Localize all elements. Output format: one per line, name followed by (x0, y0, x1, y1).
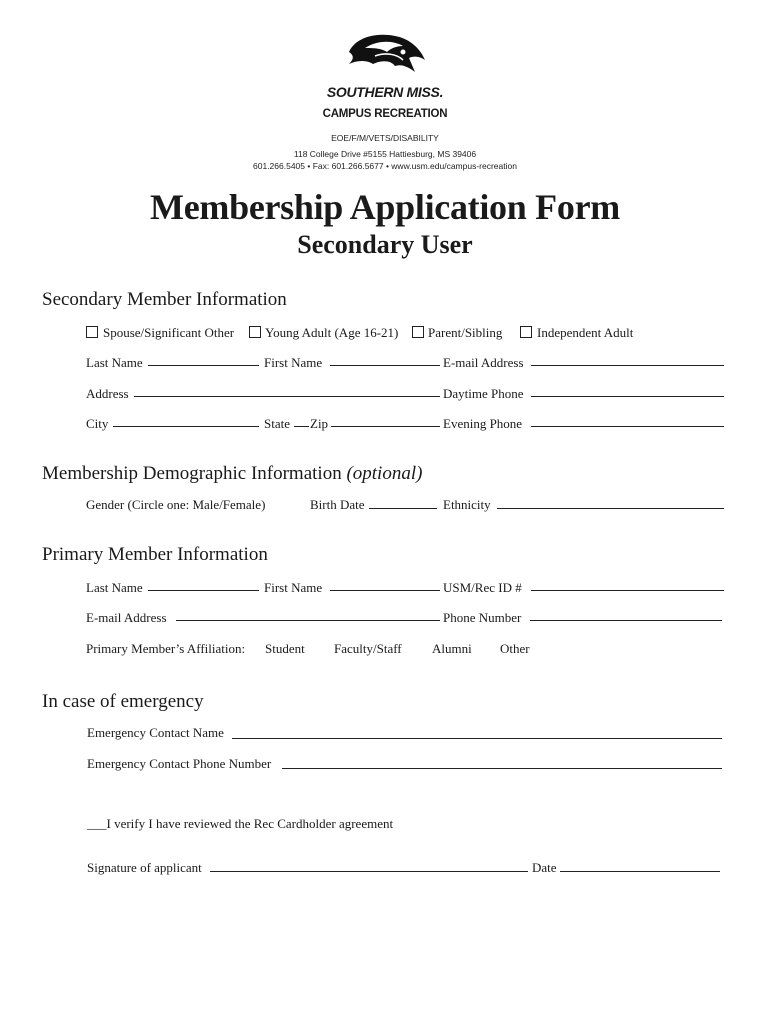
contact-line: 601.266.5405 • Fax: 601.266.5677 • www.usm.edu/campus-recreation (253, 161, 517, 171)
secondary-daytime-phone-label: Daytime Phone (443, 386, 524, 401)
primary-phone-label: Phone Number (443, 610, 522, 625)
optional-tag: (optional) (346, 463, 423, 484)
date-label: Date (532, 860, 557, 875)
signature-field[interactable] (210, 871, 528, 872)
secondary-last-name-label: Last Name (86, 355, 143, 370)
primary-last-name-label: Last Name (86, 580, 143, 595)
secondary-email-label: E-mail Address (443, 355, 524, 370)
secondary-address-field[interactable] (134, 396, 440, 397)
address-line: 118 College Drive #5155 Hattiesburg, MS 39406 (293, 149, 477, 159)
section-demographic-heading (42, 463, 422, 485)
secondary-first-name-label: First Name (264, 355, 323, 370)
ethnicity-field[interactable] (497, 508, 724, 509)
emergency-contact-phone-label: Emergency Contact Phone Number (87, 756, 272, 771)
secondary-address-label: Address (86, 386, 129, 401)
option-young-adult-label: Young Adult (Age 16-21) (265, 325, 399, 340)
affiliation-faculty-staff[interactable]: Faculty/Staff (334, 641, 402, 656)
option-parent-sibling-label: Parent/Sibling (428, 325, 503, 340)
secondary-zip-field[interactable] (331, 426, 440, 427)
secondary-last-name-field[interactable] (148, 365, 259, 366)
secondary-state-field[interactable] (294, 426, 309, 427)
secondary-zip-label: Zip (310, 416, 329, 431)
section-emergency-heading: In case of emergency (42, 691, 204, 712)
checkbox-parent-sibling[interactable] (412, 326, 424, 338)
checkbox-young-adult[interactable] (249, 326, 261, 338)
signature-label: Signature of applicant (87, 860, 202, 875)
secondary-evening-phone-field[interactable] (531, 426, 724, 427)
secondary-daytime-phone-field[interactable] (531, 396, 724, 397)
brand-subtitle: CAMPUS RECREATION (322, 108, 448, 120)
primary-email-label: E-mail Address (86, 610, 167, 625)
primary-usm-id-label: USM/Rec ID # (443, 580, 522, 595)
checkbox-spouse[interactable] (86, 326, 98, 338)
primary-usm-id-field[interactable] (531, 590, 724, 591)
secondary-city-field[interactable] (113, 426, 259, 427)
primary-phone-field[interactable] (530, 620, 722, 621)
date-field[interactable] (560, 871, 720, 872)
secondary-city-label: City (86, 416, 109, 431)
eoe-line: EOE/F/M/VETS/DISABILITY (331, 133, 439, 143)
affiliation-label: Primary Member’s Affiliation: (86, 641, 246, 656)
secondary-first-name-field[interactable] (330, 365, 440, 366)
emergency-contact-phone-field[interactable] (282, 768, 722, 769)
affiliation-other[interactable]: Other (500, 641, 530, 656)
option-independent-adult-label: Independent Adult (537, 325, 634, 340)
brand-name: SOUTHERN MISS. (326, 84, 444, 100)
checkbox-independent-adult[interactable] (520, 326, 532, 338)
birth-date-label: Birth Date (310, 497, 365, 512)
primary-email-field[interactable] (176, 620, 440, 621)
emergency-contact-name-field[interactable] (232, 738, 722, 739)
birth-date-field[interactable] (369, 508, 437, 509)
primary-last-name-field[interactable] (148, 590, 259, 591)
gender-label: Gender (Circle one: Male/Female) (86, 497, 266, 512)
page-subtitle: Secondary User (297, 230, 473, 259)
secondary-email-field[interactable] (531, 365, 724, 366)
secondary-evening-phone-label: Evening Phone (443, 416, 523, 431)
section-secondary-heading: Secondary Member Information (42, 289, 287, 310)
section-primary-heading: Primary Member Information (42, 544, 268, 565)
verify-agreement-text[interactable]: ___I verify I have reviewed the Rec Cardholder agreement (87, 816, 394, 831)
primary-first-name-field[interactable] (330, 590, 440, 591)
page-title: Membership Application Form (150, 187, 620, 227)
golden-eagle-logo-icon (345, 30, 427, 80)
secondary-state-label: State (264, 416, 290, 431)
primary-first-name-label: First Name (264, 580, 323, 595)
ethnicity-label: Ethnicity (443, 497, 491, 512)
option-spouse-label: Spouse/Significant Other (103, 325, 235, 340)
demographic-heading-text: Membership Demographic Information (42, 463, 342, 484)
affiliation-student[interactable]: Student (265, 641, 305, 656)
emergency-contact-name-label: Emergency Contact Name (87, 725, 224, 740)
affiliation-alumni[interactable]: Alumni (432, 641, 472, 656)
